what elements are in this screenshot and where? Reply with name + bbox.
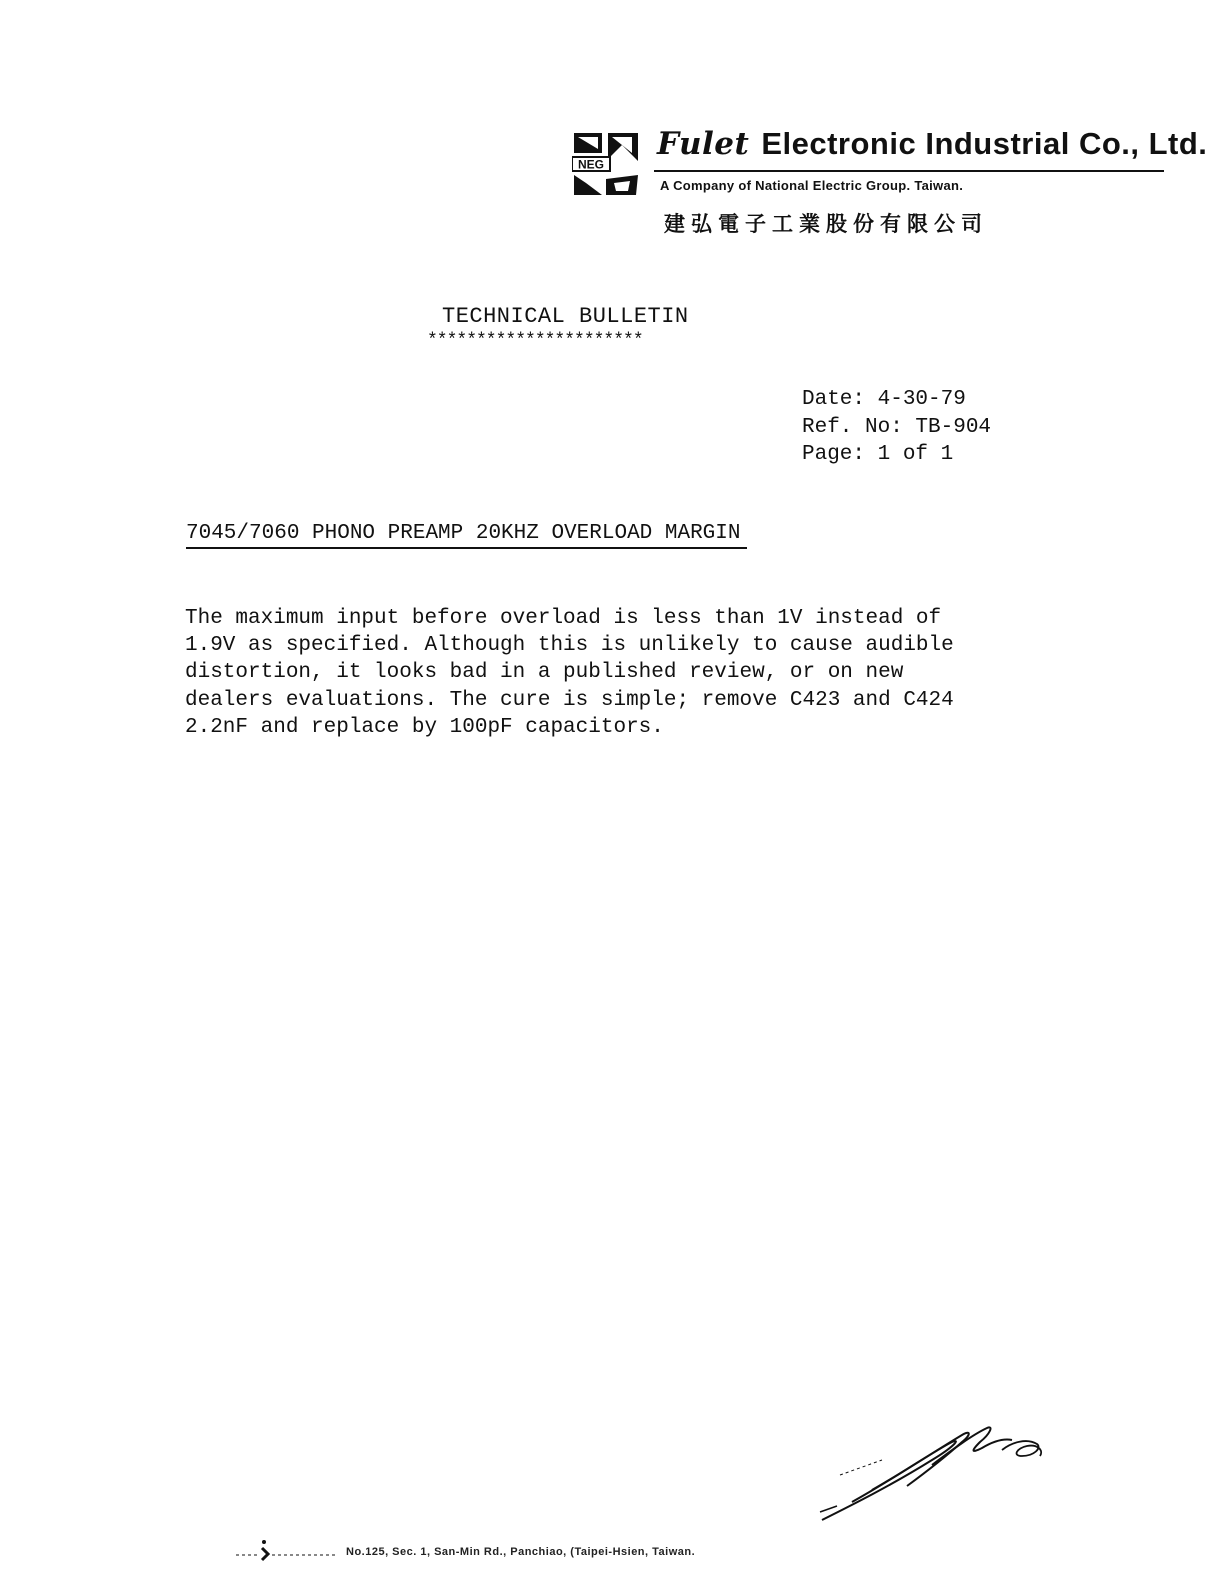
date-line: Date: 4-30-79 <box>802 388 966 411</box>
brand-name: Fulet <box>657 126 750 162</box>
company-name-text: Electronic Industrial Co., Ltd. <box>761 126 1208 161</box>
logo-letters: NEG <box>577 157 605 172</box>
bulletin-subject: 7045/7060 PHONO PREAMP 20KHZ OVERLOAD MARGIN <box>186 522 747 549</box>
company-address: No.125, Sec. 1, San-Min Rd., Panchiao, (Taipei-Hsien, Taiwan. <box>346 1546 696 1558</box>
letterhead <box>572 126 1208 246</box>
body-line: dealers evaluations. The cure is simple; remove C423 and C424 <box>185 688 954 712</box>
page-line: Page: 1 of 1 <box>802 443 954 466</box>
footer <box>236 1538 856 1568</box>
bulletin-title: TECHNICAL BULLETIN <box>442 304 689 329</box>
company-subtitle: A Company of National Electric Group. Taiwan. <box>660 178 964 193</box>
company-name <box>657 126 1207 162</box>
body-line: 2.2nF and replace by 100pF capacitors. <box>185 715 664 739</box>
footer-mark-icon <box>236 1538 336 1568</box>
company-chinese-name: 建弘電子工業股份有限公司 <box>664 212 988 236</box>
ref-line: Ref. No: TB-904 <box>802 415 992 439</box>
body-line: 1.9V as specified. Although this is unlikely to cause audible <box>185 634 954 658</box>
body-line: The maximum input before overload is less than 1V instead of <box>185 607 942 630</box>
bulletin-title-underline: ********************** <box>427 331 643 351</box>
company-logo-icon <box>572 131 640 197</box>
body-line: distortion, it looks bad in a published review, or on new <box>185 661 904 685</box>
bulletin-body <box>185 605 1065 741</box>
bulletin-meta <box>802 386 991 469</box>
letterhead-rule <box>654 170 1164 172</box>
handwritten-signature <box>812 1420 1052 1525</box>
